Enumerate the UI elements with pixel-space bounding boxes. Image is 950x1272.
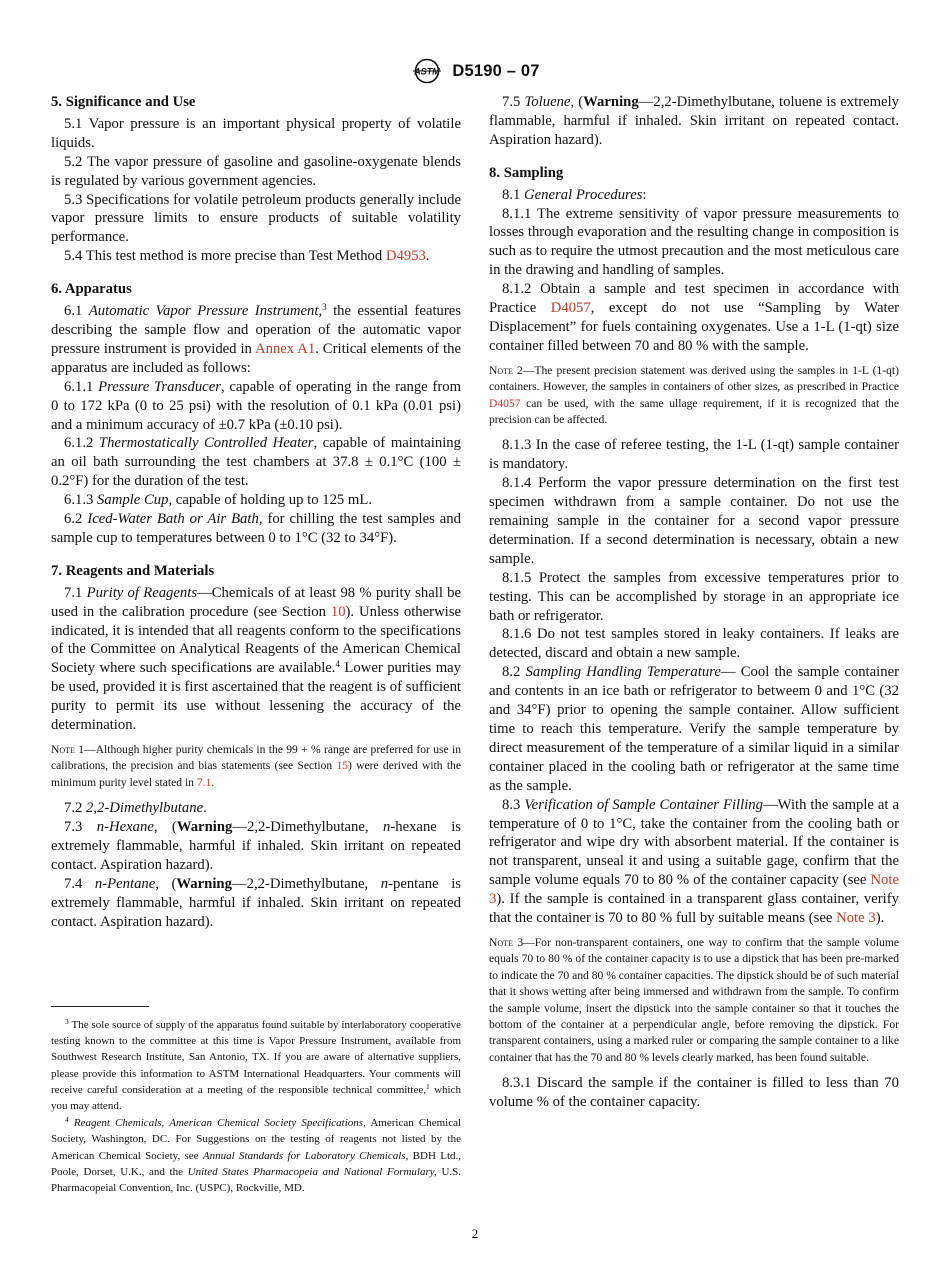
para-8-1: 8.1 General Procedures: [502,186,647,203]
para-8-1-3: 8.1.3 In the case of referee testing, the 1-L (1-qt) sample container is mandatory. [489,437,899,473]
para-5-3: 5.3 Specifications for volatile petroleum products generally include vapor pressure limits to ensure products of suitable volatility performance. [51,191,461,246]
para-8-1-1: 8.1.1 The extreme sensitivity of vapor pressure measurements to losses through evaporation and the resulting change in composition is such as to require the utmost precaution and the most meticulous care in the drawing and handling of samples. [489,205,899,279]
footnote-3: $^3$ The sole source of supply of the apparatus found suitable by interlaboratory cooperative testing known to the committee at this time is Vapor Pressure Instrument, available from Southwest Research Institute, San Antonio, TX. If you are aware of alternative suppliers, please provide this information to ASTM International Headquarters. Your comments will receive careful consideration at a meeting of the responsible technical committee,$^1$ which you may attend. [51,1017,461,1113]
footnote-divider [51,1006,149,1007]
section-7-heading: 7. Reagents and Materials [51,562,215,579]
para-5-1: 5.1 Vapor pressure is an important physical property of volatile liquids. [51,115,461,151]
para-6-2: 6.2 Iced-Water Bath or Air Bath, for chilling the test samples and sample cup to temperatures between 0 to 1°C (32 to 34°F). [51,511,461,546]
right-column [489,93,899,1112]
left-column [51,93,461,932]
link-d4057-note[interactable]: D4057 [489,396,521,410]
section-6-heading: 6. Apparatus [51,281,132,298]
link-section-10[interactable]: 10 [330,603,346,620]
note-1: Note 1—Although higher purity chemicals in the 99 + % range are preferred for use in calibrations, the precision and bias statements (see Section 15) were derived with the minimum purity level stated in 7.1. [51,743,461,789]
link-section-15[interactable]: 15 [336,759,349,773]
section-8-heading: 8. Sampling [489,164,564,181]
link-note-3-b[interactable]: Note 3 [836,910,876,927]
astm-logo-text: ASTM [414,66,441,77]
para-6-1: 6.1 Automatic Vapor Pressure Instrument,$^3$ the essential features describing the sample flow and operation of the automatic vapor pressure instrument is provided in Annex A1. Critical elements of the apparatus are included as follows: [51,302,462,376]
para-6-1-2: 6.1.2 Thermostatically Controlled Heater, capable of maintaining an oil bath surrounding the test chambers at 37.8 ± 0.1°C (100 ± 0.2°F) for the duration of the test. [51,435,461,490]
section-5-heading: 5. Significance and Use [51,94,196,110]
link-note-3-a[interactable]: Note 3 [489,872,899,908]
astm-logo-icon [410,58,444,84]
para-8-1-6: 8.1.6 Do not test samples stored in leaky containers. If leaks are detected, discard and obtain a new sample. [489,626,899,662]
note-3: Note 3—For non-transparent containers, one way to confirm that the sample volume equals 70 to 80 % of the container capacity is to use a dipstick that has been pre-marked to indicate the 70 and 80 % container capacities. The dipstick should be of such material that it shows wetting after being immersed and withdrawn from the sample. To confirm the sample volume, insert the dipstick into the sample container so that it touches the bottom of the container at a perpendicular angle, before removing the dipstick. For transparent containers, using a marked ruler or comparing the sample container to a like container that has the 70 and 80 % levels clearly marked, has been found suitable. [489,935,899,1064]
para-5-4: 5.4 This test method is more precise than Test Method D4953. [64,248,430,265]
standard-designation: D5190 – 07 [452,61,540,80]
page-header [0,57,950,85]
para-8-1-2: 8.1.2 Obtain a sample and test specimen in accordance with Practice D4057, except do not use “Sampling by Water Displacement” for fuels containing oxygenates. Use a 1-L (1-qt) size container filled between 70 and 80 % with the sample. [489,281,899,354]
para-7-1: 7.1 Purity of Reagents—Chemicals of at least 98 % purity shall be used in the calibration procedure (see Section 10). Unless otherwise indicated, it is intended that all reagents conform to the specifications of the Committee on Analytical Reagents of the American Chemical Society where such specifications are available.$^4$ Lower purities may be used, provided it is first ascertained that the reagent is of sufficient purity to permit its use without lessening the accuracy of the determination. [51,584,462,734]
link-d4953[interactable]: D4953 [385,248,426,265]
para-7-3: 7.3 n-Hexane, (Warning—2,2-Dimethylbutane, n-hexane is extremely flammable, harmful if inhaled. Skin irritant on repeated contact. Aspiration hazard). [51,819,461,873]
para-8-1-5: 8.1.5 Protect the samples from excessive temperatures prior to testing. This can be accomplished by storage in an appropriate ice bath or refrigerator. [489,569,899,624]
para-5-2: 5.2 The vapor pressure of gasoline and gasoline-oxygenate blends is regulated by various government agencies. [51,153,461,189]
para-7-4: 7.4 n-Pentane, (Warning—2,2-Dimethylbutane, n-pentane is extremely flammable, harmful if inhaled. Skin irritant on repeated contact. Aspiration hazard). [51,875,461,930]
page-number: 2 [471,1226,479,1241]
para-8-1-4: 8.1.4 Perform the vapor pressure determination on the first test specimen withdrawn from a sample container. Do not use the remaining sample in the container for a second vapor pressure determination. If a second determination is necessary, obtain a new sample. [489,475,899,567]
link-7-1[interactable]: 7.1 [196,775,212,789]
para-8-3-1: 8.3.1 Discard the sample if the container is filled to less than 70 volume % of the container capacity. [489,1075,899,1111]
link-annex-a1[interactable]: Annex A1 [254,340,316,357]
para-6-1-3: 6.1.3 Sample Cup, capable of holding up to 125 mL. [64,492,372,509]
para-6-1-1: 6.1.1 Pressure Transducer, capable of operating in the range from 0 to 172 kPa (0 to 25 psi) with the resolution of 0.1 kPa (0.01 psi) and a minimum accuracy of ±0.7 kPa (±0.10 psi). [51,378,462,433]
para-7-2: 7.2 2,2-Dimethylbutane. [64,800,207,817]
note-2: Note 2—The present precision statement was derived using the samples in 1-L (1-qt) containers. However, the samples in containers of other sizes, as prescribed in Practice D4057 can be used, with the same ullage requirement, if it is recognized that the precision can be affected. [489,363,899,426]
link-d4057[interactable]: D4057 [550,300,591,317]
footnotes [51,1017,461,1197]
footnote-4: $^4$ Reagent Chemicals, American Chemical Society Specifications, American Chemical Society, Washington, DC. For Suggestions on the testing of reagents not listed by the American Chemical Society, see Annual Standards for Laboratory Chemicals, BDH Ltd., Poole, Dorset, U.K., and the United States Pharmacopeia and National Formulary, U.S. Pharmacopeial Convention, Inc. (USPC), Rockville, MD. [51,1115,462,1195]
para-8-3: 8.3 Verification of Sample Container Filling—With the sample at a temperature of 0 to 1°C, take the container from the cooling bath or refrigerator and wipe dry with absorbent material. If the container is not transparent, unseal it and using a suitable gage, confirm that the sample volume equals 70 to 80 % of the container capacity (see Note 3). If the sample is contained in a transparent glass container, verify that the container is 70 to 80 % full by suitable means (see Note 3). [489,796,900,927]
para-7-5: 7.5 Toluene, (Warning—2,2-Dimethylbutane, toluene is extremely flammable, harmful if inhaled. Skin irritant on repeated contact. Aspiration hazard). [489,94,899,148]
para-8-2: 8.2 Sampling Handling Temperature— Cool the sample container and contents in an ice bath or refrigerator to betweem 0 and 1°C (32 and 34°F) prior to opening the sample container. Allow sufficient time to reach this temperature. Verify the sample temperature by direct measurement of the temperature of a similar liquid in a similar container placed in the cooling bath or refrigerator at the same time as the sample. [489,664,899,794]
